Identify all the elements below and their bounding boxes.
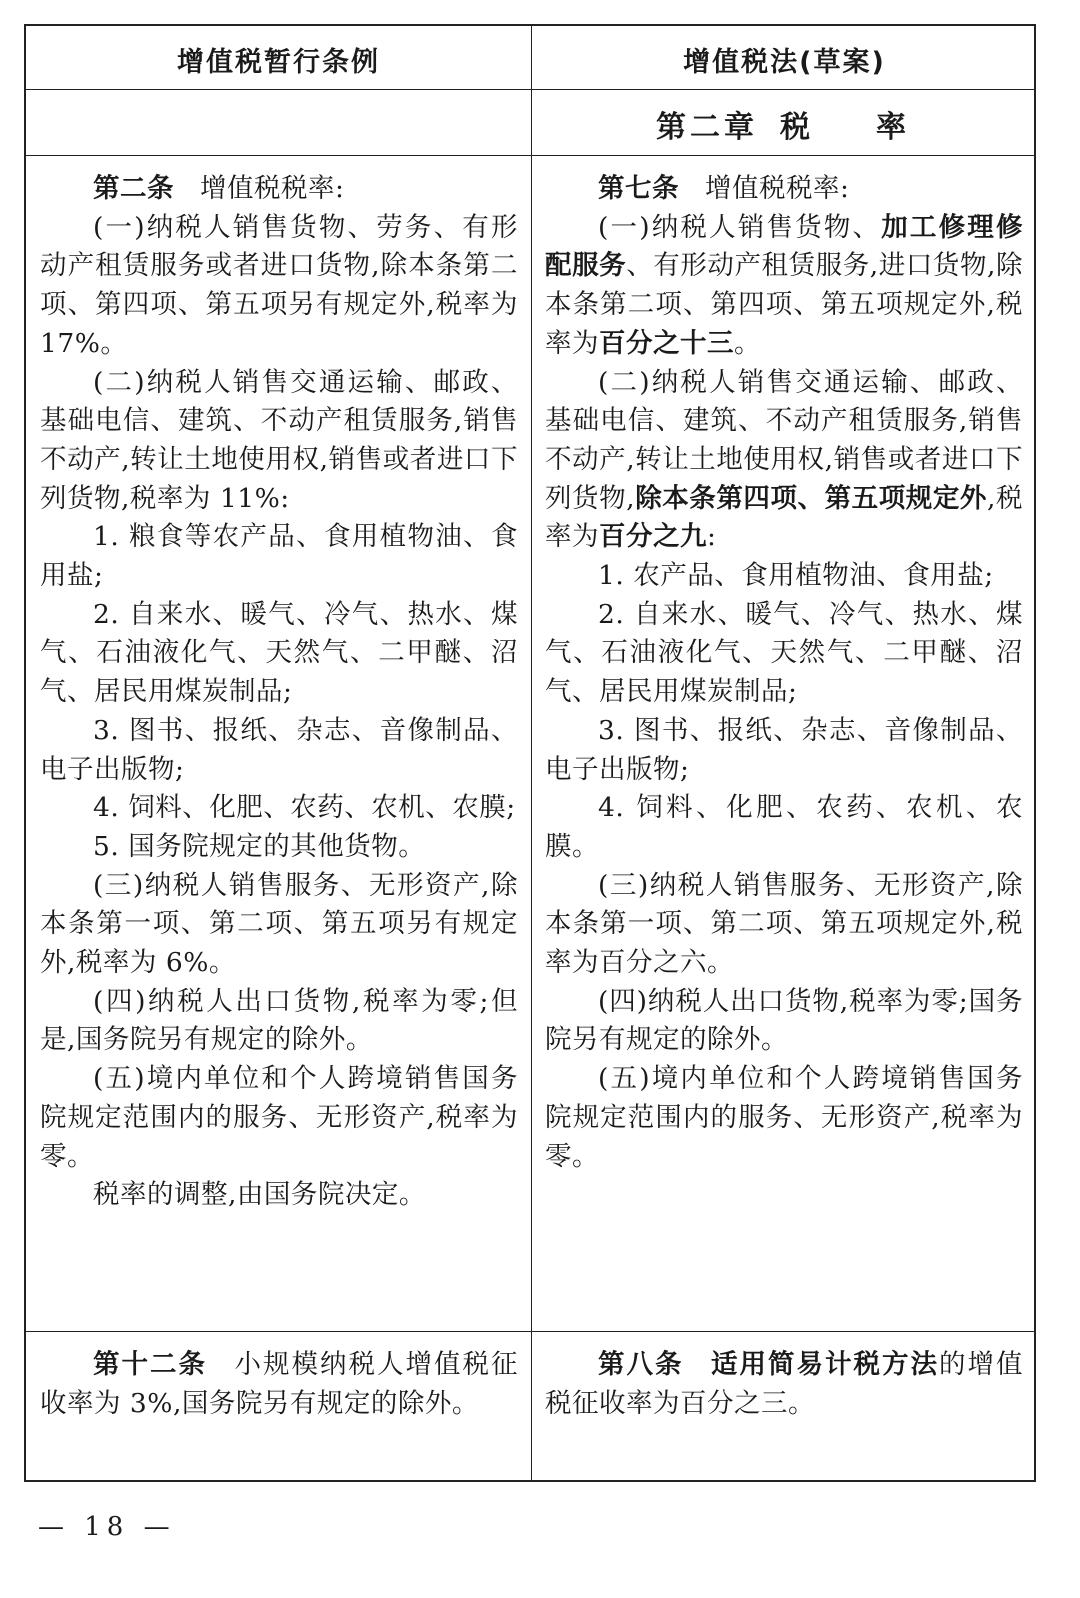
item-4: 4. 饲料、化肥、农药、农机、农膜。	[545, 792, 1023, 862]
text-run: (一)纳税人销售货物、	[598, 211, 882, 243]
article-7-title: 第七条	[598, 173, 679, 204]
item-1: 1. 粮食等农产品、食用植物油、食用盐;	[40, 521, 518, 592]
comparison-table	[24, 24, 1036, 1482]
left-article-12	[40, 1346, 518, 1423]
item-3: 3. 图书、报纸、杂志、音像制品、电子出版物;	[40, 714, 518, 785]
paragraph-2: (二)纳税人销售交通运输、邮政、基础电信、建筑、不动产租赁服务,销售不动产,转让土地使用权,销售或者进口下列货物,税率为 11%:	[40, 366, 518, 514]
item-2: 2. 自来水、暖气、冷气、热水、煤气、石油液化气、天然气、二甲醚、沼气、居民用煤炭制品;	[545, 598, 1023, 708]
row-divider	[26, 1331, 1034, 1332]
article-2-intro: 增值税税率:	[200, 173, 345, 204]
text-run: (二)纳税人销售交通运输、邮政、基础电信、建筑、不动产租赁服务,销售不动产,转让土地使用权,销售或者进口下列货物,	[545, 366, 1023, 514]
chapter-number: 第二章	[656, 110, 758, 145]
text-run: 、有形动产租赁服务,进口货物,除本条第二项、第四项、第五项规定外,税率为	[545, 250, 1023, 359]
chapter-word-1: 税	[780, 110, 814, 145]
paragraph-3: (三)纳税人销售服务、无形资产,除本条第一项、第二项、第五项另有规定外,税率为 6%。	[40, 869, 518, 979]
text-run: ,税率为	[545, 482, 1023, 553]
text-run: 。	[734, 327, 761, 359]
paragraph-5: (五)境内单位和个人跨境销售国务院规定范围内的服务、无形资产,税率为零。	[40, 1063, 518, 1172]
chapter-divider	[26, 155, 1034, 156]
article-12-title: 第十二条	[93, 1349, 207, 1380]
article-8-title: 第八条	[598, 1349, 684, 1380]
article-heading	[545, 170, 1023, 209]
left-article-2	[40, 170, 518, 1215]
page-number: — 18 —	[38, 1512, 176, 1542]
text-run: :	[707, 521, 717, 553]
article-8-paragraph	[545, 1346, 1023, 1423]
item-5: 5. 国务院规定的其他货物。	[93, 830, 426, 862]
item-3: 3. 图书、报纸、杂志、音像制品、电子出版物;	[545, 714, 1023, 785]
paragraph-4: (四)纳税人出口货物,税率为零;国务院另有规定的除外。	[545, 985, 1023, 1056]
right-article-7	[545, 170, 1023, 1176]
item-2: 2. 自来水、暖气、冷气、热水、煤气、石油液化气、天然气、二甲醚、沼气、居民用煤炭制品;	[40, 598, 518, 708]
highlight-text: 除本条第四项、第五项规定外	[635, 482, 987, 514]
article-heading	[40, 170, 518, 209]
highlight-text: 百分之九	[599, 521, 707, 553]
article-7-intro: 增值税税率:	[705, 173, 850, 204]
right-column-header: 增值税法(草案)	[683, 47, 886, 78]
paragraph-6: 税率的调整,由国务院决定。	[93, 1179, 426, 1211]
paragraph-2	[545, 364, 1023, 558]
paragraph-5: (五)境内单位和个人跨境销售国务院规定范围内的服务、无形资产,税率为零。	[545, 1063, 1023, 1172]
article-2-title: 第二条	[93, 173, 174, 204]
article-12-text: 小规模纳税人增值税征收率为 3%,国务院另有规定的除外。	[40, 1349, 518, 1419]
right-article-8	[545, 1346, 1023, 1423]
paragraph-3: (三)纳税人销售服务、无形资产,除本条第一项、第二项、第五项规定外,税率为百分之六。	[545, 869, 1023, 979]
article-8-bold-text: 适用简易计税方法	[709, 1349, 939, 1380]
left-column-header: 增值税暂行条例	[177, 47, 380, 78]
header-divider	[26, 89, 1034, 90]
highlight-text: 百分之十三	[599, 327, 734, 359]
paragraph-1	[545, 209, 1023, 364]
item-4: 4. 饲料、化肥、农药、农机、农膜;	[93, 792, 516, 824]
highlight-text: 加工修理修配服务	[545, 211, 1023, 282]
article-8-text: 的增值税征收率为百分之三。	[545, 1349, 1023, 1419]
item-1: 1. 农产品、食用植物油、食用盐;	[598, 560, 994, 592]
article-12-paragraph	[40, 1346, 518, 1423]
chapter-title	[656, 102, 956, 146]
chapter-word-2: 率	[876, 110, 910, 145]
column-divider	[531, 26, 532, 1480]
paragraph-1: (一)纳税人销售货物、劳务、有形动产租赁服务或者进口货物,除本条第二项、第四项、第五项另有规定外,税率为 17%。	[40, 211, 518, 359]
paragraph-4: (四)纳税人出口货物,税率为零;但是,国务院另有规定的除外。	[40, 985, 518, 1056]
